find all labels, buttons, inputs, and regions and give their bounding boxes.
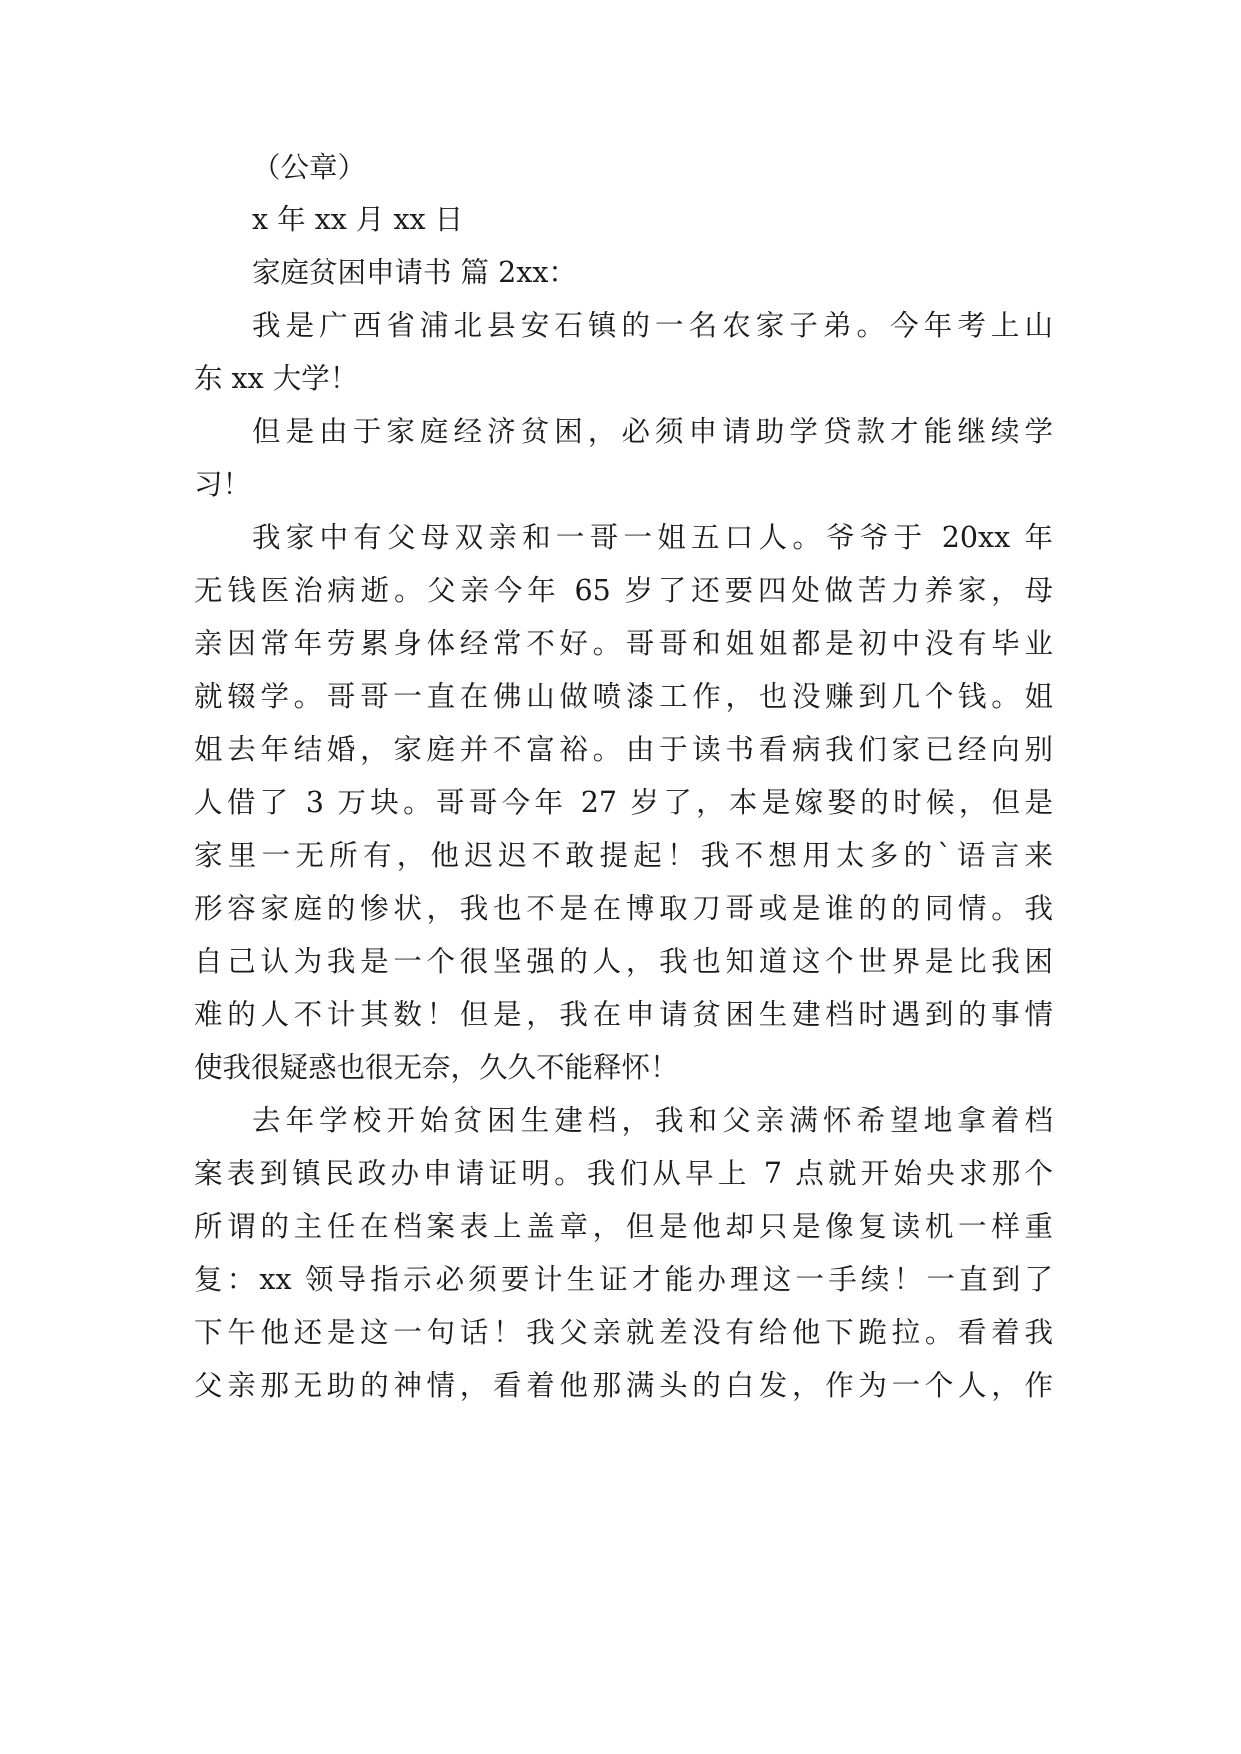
paragraph-line: 难的人不计其数！但是，我在申请贫困生建档时遇到的事情: [194, 998, 1053, 1031]
paragraph-line: 但是由于家庭经济贫困，必须申请助学贷款才能继续学: [252, 415, 1053, 448]
paragraph-line: 东 xx 大学！: [194, 362, 359, 395]
paragraph-line: 下午他还是这一句话！我父亲就差没有给他下跪拉。看着我: [194, 1316, 1053, 1349]
paragraph-line: 父亲那无助的神情，看着他那满头的白发，作为一个人，作: [194, 1369, 1053, 1402]
paragraph-line: 自己认为我是一个很坚强的人，我也知道这个世界是比我困: [194, 945, 1053, 978]
paragraph-line: 就辍学。哥哥一直在佛山做喷漆工作，也没赚到几个钱。姐: [194, 680, 1053, 713]
paragraph-line: 去年学校开始贫困生建档，我和父亲满怀希望地拿着档: [252, 1104, 1053, 1137]
seal-line: （公章）: [252, 151, 367, 184]
paragraph-line: 我是广西省浦北县安石镇的一名农家子弟。今年考上山: [252, 309, 1053, 342]
paragraph-line: 亲因常年劳累身体经常不好。哥哥和姐姐都是初中没有毕业: [194, 627, 1053, 660]
paragraph-line: 所谓的主任在档案表上盖章，但是他却只是像复读机一样重: [194, 1210, 1053, 1243]
paragraph-line: 习！: [194, 468, 252, 501]
paragraph-line: 人借了 3 万块。哥哥今年 27 岁了，本是嫁娶的时候，但是: [194, 786, 1053, 819]
paragraph-line: 无钱医治病逝。父亲今年 65 岁了还要四处做苦力养家，母: [194, 574, 1053, 607]
paragraph-line: 复：xx 领导指示必须要计生证才能办理这一手续！一直到了: [194, 1263, 1053, 1296]
paragraph-line: 姐去年结婚，家庭并不富裕。由于读书看病我们家已经向别: [194, 733, 1053, 766]
paragraph-line: 使我很疑惑也很无奈，久久不能释怀！: [194, 1051, 679, 1084]
paragraph-line: 家里一无所有，他迟迟不敢提起！我不想用太多的`语言来: [194, 839, 1053, 872]
paragraph-line: 案表到镇民政办申请证明。我们从早上 7 点就开始央求那个: [194, 1157, 1053, 1190]
paragraph-line: 我家中有父母双亲和一哥一姐五口人。爷爷于 20xx 年: [252, 521, 1053, 554]
date-line: x 年 xx 月 xx 日: [252, 203, 464, 236]
section-heading: 家庭贫困申请书 篇 2xx：: [252, 256, 577, 289]
paragraph-line: 形容家庭的惨状，我也不是在博取刀哥或是谁的的同情。我: [194, 892, 1053, 925]
